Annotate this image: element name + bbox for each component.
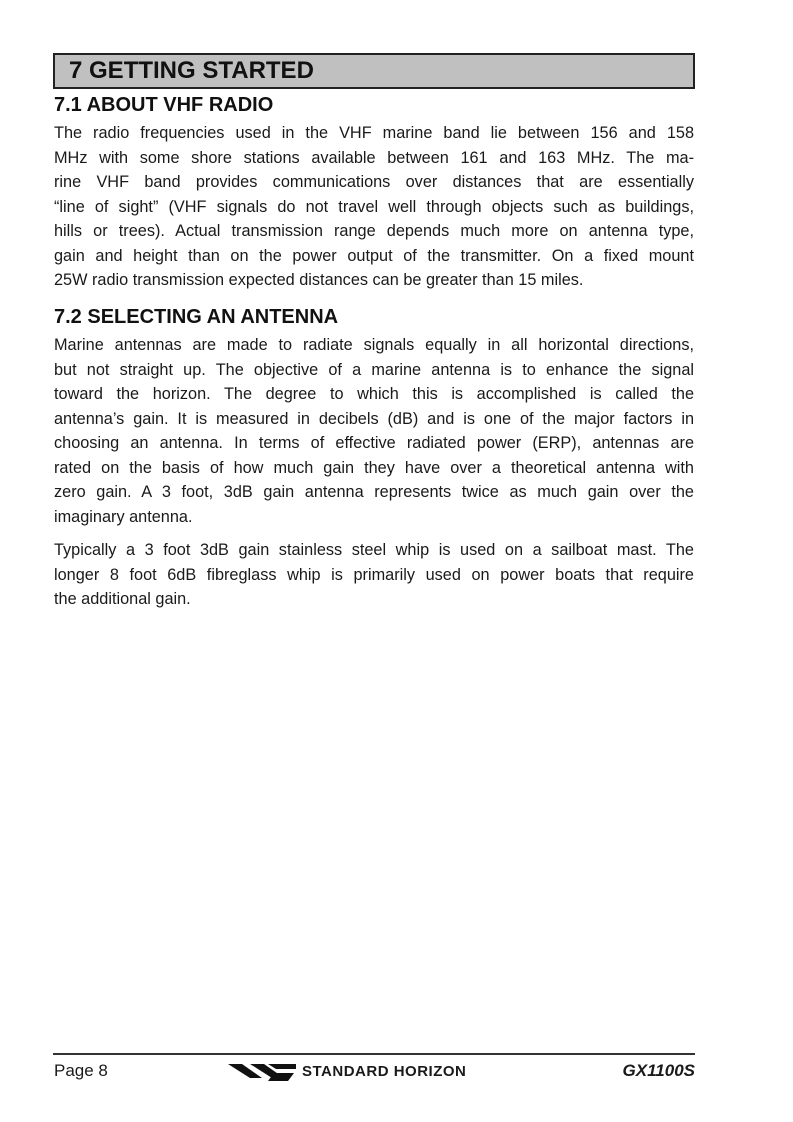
- text-line: toward the horizon. The degree to which this is accomplished is called the: [54, 385, 694, 403]
- text-line: hills or trees). Actual transmission range depends much more on antenna type,: [54, 222, 694, 240]
- text-line: MHz with some shore stations available between 161 and 163 MHz. The ma-: [54, 148, 694, 167]
- text-line: but not straight up. The objective of a marine antenna is to enhance the signal: [54, 360, 694, 379]
- chapter-header: [53, 53, 695, 89]
- brand-name: STANDARD HORIZON: [302, 1062, 467, 1080]
- text-line: 25W radio transmission expected distances can be greater than 15 miles.: [54, 271, 584, 289]
- text-line: rine VHF band provides communications over distances that are essentially: [54, 173, 694, 191]
- text-line: Typically a 3 foot 3dB gain stainless steel whip is used on a sailboat mast. The: [54, 541, 694, 559]
- text-line: longer 8 foot 6dB fibreglass whip is primarily used on power boats that require: [54, 565, 694, 584]
- text-line: imaginary antenna.: [54, 507, 193, 526]
- paragraph: [54, 333, 694, 529]
- text-line: the additional gain.: [54, 590, 191, 608]
- section-heading-7-1: 7.1 ABOUT VHF RADIO: [54, 94, 274, 116]
- chapter-title: 7 GETTING STARTED: [69, 57, 314, 84]
- brand-logo-icon: [228, 1061, 296, 1081]
- model-name: GX1100S: [622, 1061, 695, 1080]
- text-line: Marine antennas are made to radiate signals equally in all horizontal directions,: [54, 336, 694, 354]
- text-line: “line of sight” (VHF signals do not travel well through objects such as buildings,: [54, 197, 694, 216]
- section-heading-7-2: 7.2 SELECTING AN ANTENNA: [54, 306, 339, 328]
- paragraph: [54, 121, 694, 293]
- text-line: choosing an antenna. In terms of effective radiated power (ERP), antennas are: [54, 434, 694, 452]
- brand-logo: [228, 1061, 466, 1081]
- page-number: Page 8: [54, 1061, 108, 1080]
- text-line: antenna’s gain. It is measured in decibels (dB) and is one of the major factors in: [54, 409, 694, 428]
- text-line: gain and height than on the power output of the transmitter. On a fixed mount: [54, 246, 694, 265]
- paragraph: [54, 538, 694, 612]
- text-line: The radio frequencies used in the VHF marine band lie between 156 and 158: [54, 124, 694, 142]
- footer-rule: [53, 1053, 695, 1055]
- text-line: zero gain. A 3 foot, 3dB gain antenna represents twice as much gain over the: [54, 483, 694, 501]
- text-line: rated on the basis of how much gain they have over a theoretical antenna with: [54, 458, 694, 477]
